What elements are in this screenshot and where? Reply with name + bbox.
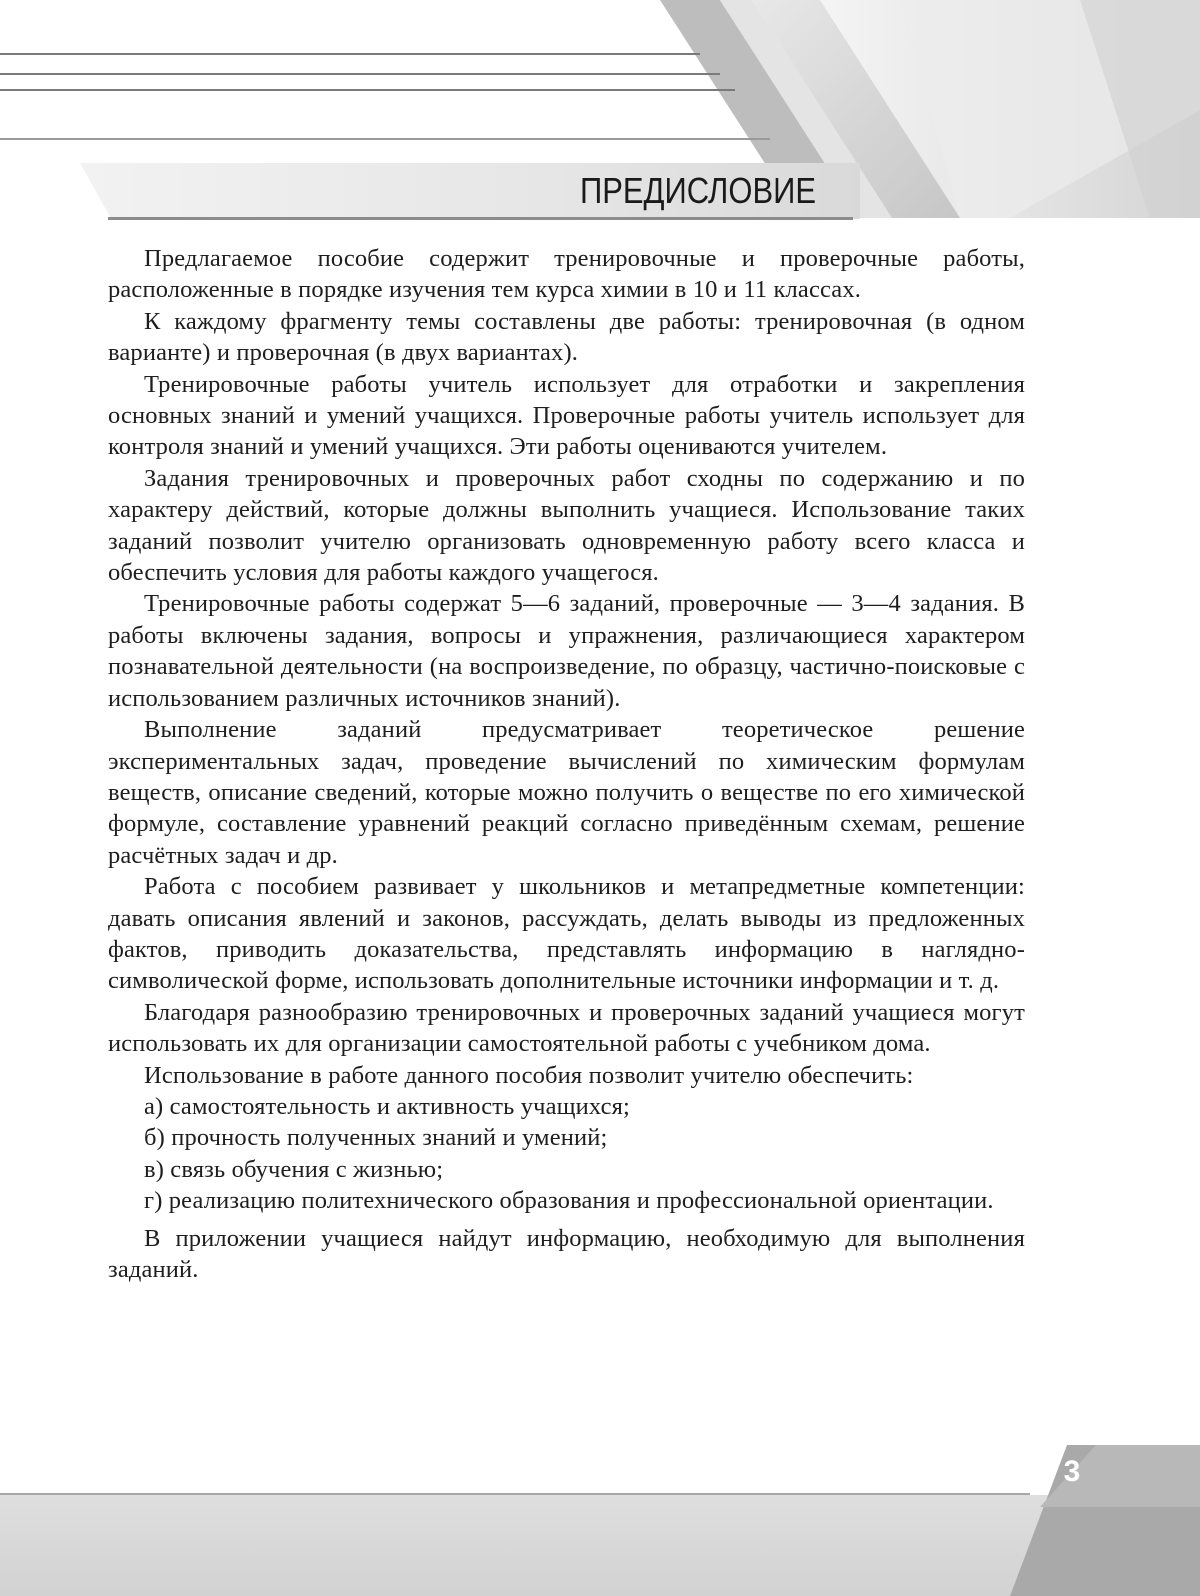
header-rule-3 — [0, 89, 735, 91]
closing-paragraph: В приложении учащиеся найдут информацию, необходимую для выполнения заданий. — [108, 1224, 1025, 1283]
header-rule-2 — [0, 73, 720, 75]
footer-rule — [0, 1493, 1030, 1495]
paragraph: Использование в работе данного пособия позволит учителю обеспечить: — [144, 1061, 914, 1089]
list-item: в) связь обучения с жизнью; — [144, 1155, 444, 1183]
paragraph: Благодаря разнообразию тренировочных и проверочных заданий учащиеся могут использовать их для организации самостоятельной работы с учебником дома. — [108, 998, 1025, 1058]
body-text — [108, 243, 1025, 1285]
list-item: а) самостоятельность и активность учащихся; — [144, 1092, 631, 1120]
list-item: г) реализацию политехнического образования и профессиональной ориентации. — [144, 1187, 994, 1215]
page-title: ПРЕДИСЛОВИЕ — [579, 170, 816, 211]
paragraph: К каждому фрагменту темы составлены две работы: тренировочная (в одном варианте) и проверочная (в двух вариантах). — [108, 307, 1025, 367]
title-underline — [108, 217, 853, 220]
header-rule-1 — [0, 53, 700, 55]
header-rule-4 — [0, 138, 770, 140]
paragraph: Предлагаемое пособие содержит тренировочные и проверочные работы, расположенные в порядке изучения тем курса химии в 10 и 11 классах. — [108, 245, 1025, 304]
list-item: б) прочность полученных знаний и умений; — [144, 1124, 608, 1152]
paragraph: Тренировочные работы содержат 5—6 заданий, проверочные — 3—4 задания. В работы включены задания, вопросы и упражнения, различающиеся характером познавательной деятельности (на воспроизведение, по образцу, частично-поисковые с использованием различных источников знаний). — [108, 590, 1025, 712]
page-number: 3 — [1063, 1455, 1081, 1488]
paragraph: Тренировочные работы учитель использует для отработки и закрепления основных знаний и умений учащихся. Проверочные работы учитель использует для контроля знаний и умений учащихся. Эти работы оцениваются учителем. — [108, 370, 1025, 461]
paragraph: Работа с пособием развивает у школьников и метапредметные компетенции: давать описания явлений и законов, рассуждать, делать выводы из предложенных фактов, приводить доказательства, представлять информацию в наглядно-символической форме, использовать дополнительные источники информации и т. д. — [108, 873, 1025, 995]
paragraph: Выполнение заданий предусматривает теоретическое решение экспериментальных задач, проведение вычислений по химическим формулам веществ, описание сведений, которые можно получить о веществе по его химической формуле, составление уравнений реакций согласно приведённым схемам, решение расчётных задач и др. — [108, 716, 1025, 869]
paragraph: Задания тренировочных и проверочных работ сходны по содержанию и по характеру действий, которые должны выполнить учащиеся. Использование таких заданий позволит учителю организовать одновременную работу всего класса и обеспечить условия для работы каждого учащегося. — [108, 464, 1025, 587]
